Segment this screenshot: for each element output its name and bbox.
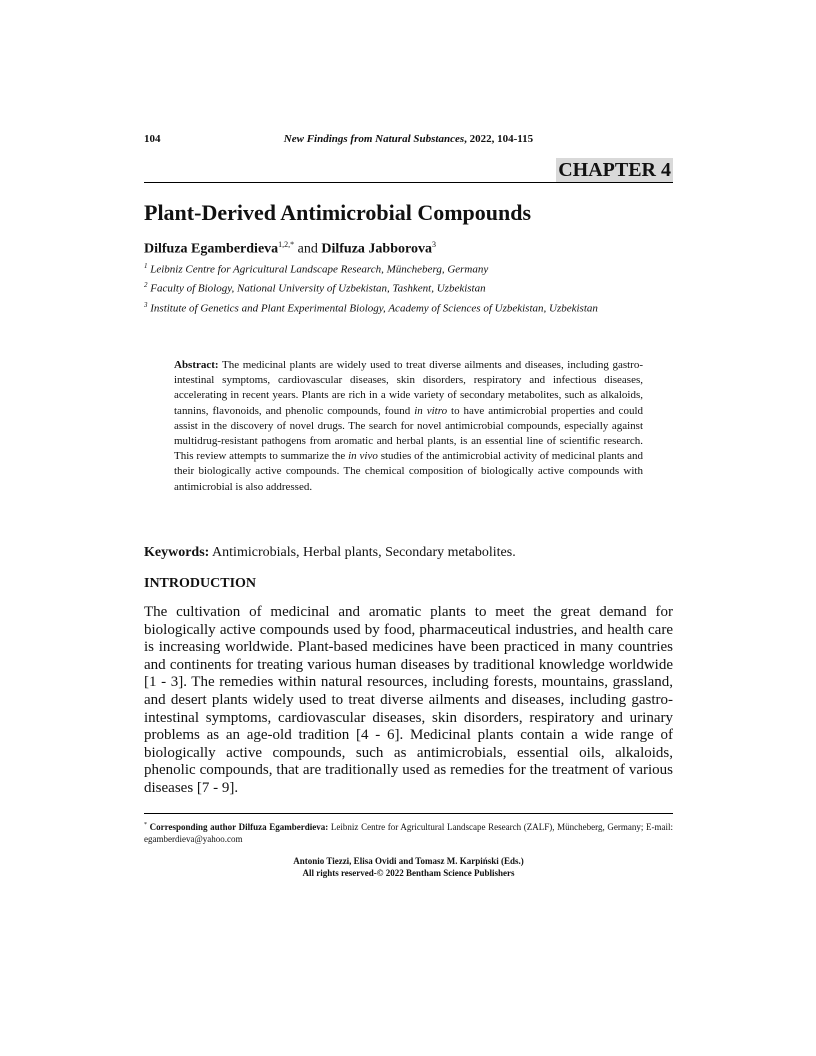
page-title: Plant-Derived Antimicrobial Compounds: [144, 200, 532, 225]
abstract: [174, 358, 643, 495]
introduction-paragraph: The cultivation of medicinal and aromatic plants to meet the great demand for biologically active compounds used by food, pharmaceutical industries, and health care is increasing worldwide. Plant-based medicines have been practiced in many countries and continents for treating various human diseases by traditional knowledge worldwide [1 - 3]. The remedies within natural resources, including forests, mountains, grassland, and desert plants widely used to treat diverse ailments and diseases, including gastro-intestinal symptoms, cardiovascular diseases, skin disorders, respiratory and urinary problems as an age-old tradition [4 - 6]. Medicinal plants contain a wide range of biologically active compounds, such as antimicrobials, essential oils, alkaloids, phenolic compounds, that are traditionally used as remedies for the treatment of various diseases [7 - 9].: [144, 604, 673, 796]
section-heading-introduction: INTRODUCTION: [144, 576, 257, 591]
abstract-italic-1: in vitro: [414, 404, 448, 417]
affiliation-3-text: Institute of Genetics and Plant Experimental Biology, Academy of Sciences of Uzbekistan, Uzbekistan: [150, 302, 598, 315]
journal-citation: [144, 133, 673, 145]
author-line: [144, 236, 436, 259]
chapter-label: CHAPTER 4: [558, 159, 671, 181]
publisher-footer: [144, 855, 673, 879]
keywords-label: Keywords:: [144, 545, 210, 560]
affiliation-3-sup: 3: [144, 301, 148, 309]
affiliation-1: [144, 259, 673, 278]
affiliation-2: [144, 278, 673, 297]
editors-line: Antonio Tiezzi, Elisa Ovidi and Tomasz M. Karpiński (Eds.): [293, 856, 524, 866]
journal-title: New Findings from Natural Substances: [283, 133, 465, 145]
footnote-rule: [144, 813, 673, 814]
author-1-sup: 1,2,*: [278, 240, 295, 249]
journal-year-pages: , 2022, 104-115: [464, 133, 534, 145]
keywords-text: Antimicrobials, Herbal plants, Secondary metabolites.: [209, 545, 516, 560]
abstract-label: Abstract:: [174, 359, 219, 371]
footnote-marker: *: [144, 822, 147, 828]
running-head: [144, 133, 673, 149]
footnote: [144, 819, 673, 845]
page-number: 104: [144, 133, 161, 145]
keywords: [144, 544, 516, 562]
abstract-text-2: to have antimicrobial properties and could assist in the discovery of novel drugs. The search for novel antimicrobial compounds, especially against multidrug-resistant pathogens from aromatic and herbal plants, is an essential line of scientific research. This review attempts to summarize the: [174, 404, 643, 463]
affiliation-3: [144, 298, 673, 317]
author-1-name: Dilfuza Egamberdieva: [144, 241, 279, 257]
chapter-rule: [144, 182, 673, 183]
footnote-text: Leibniz Centre for Agricultural Landscape Research (ZALF), Müncheberg, Germany; E-mail: egamberdieva@yahoo.com: [144, 822, 673, 844]
affiliation-1-text: Leibniz Centre for Agricultural Landscape Research, Müncheberg, Germany: [150, 263, 489, 276]
footnote-label: Corresponding author Dilfuza Egamberdieva:: [149, 822, 329, 832]
abstract-text-1: The medicinal plants are widely used to treat diverse ailments and diseases, including gastro-intestinal symptoms, cardiovascular diseases, skin disorders, respiratory and infectious diseases, accelerating in recent years. Plants are rich in a wide variety of secondary metabolites, such as alkaloids, tannins, flavonoids, and phenolic compounds, found: [174, 359, 643, 417]
affiliation-1-sup: 1: [144, 262, 148, 270]
author-2-name: Dilfuza Jabborova: [321, 241, 432, 257]
affiliation-2-text: Faculty of Biology, National University of Uzbekistan, Tashkent, Uzbekistan: [150, 282, 486, 295]
rights-line: All rights reserved-© 2022 Bentham Science Publishers: [302, 868, 515, 878]
abstract-text-3: studies of the antimicrobial activity of medicinal plants and their biologically active compounds. The chemical composition of biologically active compounds with antimicrobial is also addressed.: [174, 450, 643, 493]
abstract-italic-2: in vivo: [348, 450, 378, 463]
author-2-sup: 3: [431, 240, 436, 249]
author-joiner: and: [294, 241, 322, 257]
affiliation-2-sup: 2: [144, 281, 148, 289]
